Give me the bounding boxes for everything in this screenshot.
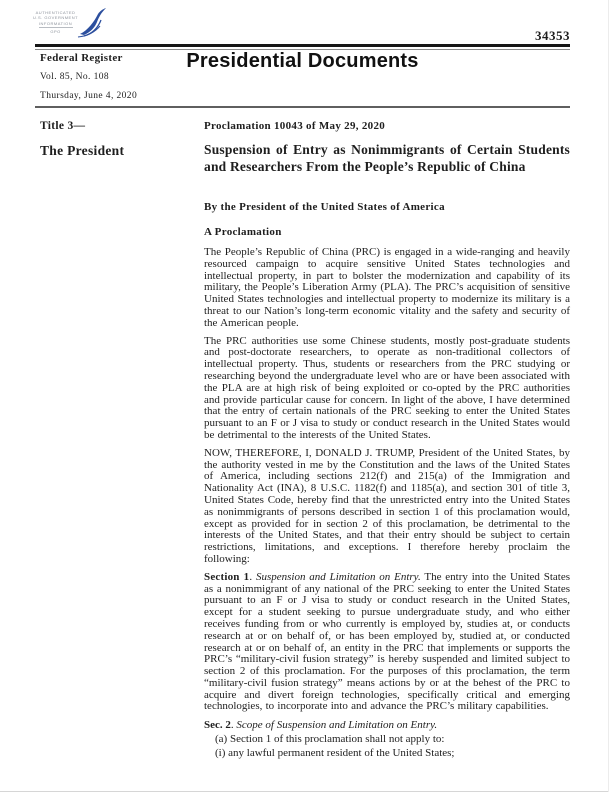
proclamation-number-line: Proclamation 10043 of May 29, 2020 bbox=[204, 120, 386, 132]
document-content bbox=[35, 120, 570, 760]
section-2-label: Sec. 2 bbox=[204, 719, 231, 732]
clause-i: (i) any lawful permanent resident of the United States; bbox=[215, 746, 455, 759]
gpo-logo-line: INFORMATION bbox=[38, 20, 73, 26]
clause-a: (a) Section 1 of this proclamation shall not apply to: bbox=[215, 733, 445, 746]
paragraph-2: The PRC authorities use some Chinese students, mostly post-graduate students and post-doctorate researchers, to operate as non-traditional collectors of intellectual property. Thus, students or researchers from the PRC studying or researching beyond the undergraduate level who are or have been associated with the PLA are at high risk of being exploited or co-opted by the PRC authorities and provide particular cause for concern. In light of the above, I have determined that the entry of certain nationals of the PRC seeking to enter the United States pursuant to an F or J visa to study or conduct research in the United States would be detrimental to the interests of the United States. bbox=[204, 334, 570, 441]
section-1-text: The entry into the United States as a nonimmigrant of any national of the PRC seeking to enter the United States pursuant to an F or J visa to study or conduct research in the United States, except for a student seeking to pursue undergraduate study, and who either receives funding from or who currently is employed by, studies at, or conducts research at or on behalf of, or has been employed by, studied at, or conducted research at or on behalf of, an entity in the PRC that implements or supports the PRC’s “military-civil fusion strategy” is hereby suspended and limited subject to section 2 of this proclamation. For the purposes of this proclamation, the term “military-civil fusion strategy” means actions by or at the behest of the PRC to acquire and divert foreign technologies, specifically critical and emerging technologies, to incorporate into and advance the PRC’s military capabilities. bbox=[204, 570, 570, 713]
gpo-authentication-logo bbox=[33, 10, 108, 40]
gpo-logo-line: AUTHENTICATED bbox=[35, 10, 76, 15]
president-label: The President bbox=[40, 143, 125, 158]
proclamation-title: Suspension of Entry as Nonimmigrants of Certain Students and Researchers From the People’s Republic of China bbox=[204, 142, 570, 174]
paragraph-1: The People’s Republic of China (PRC) is engaged in a wide-ranging and heavily resourced campaign to acquire sensitive United States technologies and intellectual property, in part to bolster the modernization and capability of its military, the People’s Liberation Army (PLA). The PRC’s acquisition of sensitive United States technologies and intellectual property to modernize its military is a threat to our Nation’s long-term economic vitality and the safety and security of the American people. bbox=[204, 246, 570, 329]
proclamation-body bbox=[204, 120, 570, 760]
section-2-name: Scope of Suspension and Limitation on Entry. bbox=[236, 719, 438, 732]
gpo-logo-line: GPO bbox=[50, 29, 61, 35]
gpo-eagle-icon bbox=[74, 8, 108, 40]
a-proclamation-heading: A Proclamation bbox=[204, 226, 282, 238]
section-1-separator: . bbox=[249, 570, 256, 583]
masthead bbox=[35, 50, 570, 102]
section-1-paragraph bbox=[204, 572, 570, 714]
section-1-label: Section 1 bbox=[204, 570, 250, 583]
rule-thick bbox=[35, 44, 570, 47]
title3-label: Title 3— bbox=[40, 120, 86, 132]
page-number: 34353 bbox=[535, 28, 570, 43]
gpo-logo-divider bbox=[39, 27, 73, 28]
section-title: Presidential Documents bbox=[186, 50, 419, 72]
issue-date: Thursday, June 4, 2020 bbox=[40, 91, 138, 101]
byline: By the President of the United States of America bbox=[204, 201, 445, 213]
margin-column bbox=[35, 120, 204, 760]
federal-register-brand: Federal Register bbox=[40, 52, 123, 64]
gpo-logo-line: U.S. GOVERNMENT bbox=[33, 15, 79, 21]
section-2-separator: . bbox=[230, 719, 237, 732]
section-2-line bbox=[204, 720, 570, 732]
section-1-name: Suspension and Limitation on Entry. bbox=[255, 570, 421, 583]
masthead-rule bbox=[35, 106, 570, 108]
volume-number: Vol. 85, No. 108 bbox=[40, 72, 110, 82]
paragraph-3: NOW, THEREFORE, I, DONALD J. TRUMP, President of the United States, by the authority vested in me by the Constitution and the laws of the United States of America, including sections 212(f) and 215(a) of the Immigration and Nationality Act (INA), 8 U.S.C. 1182(f) and 1185(a), and section 301 of title 3, United States Code, hereby find that the unrestricted entry into the United States as nonimmigrants of persons described in section 1 of this proclamation would, except as provided for in section 2 of this proclamation, be detrimental to the interests of the United States, and that their entry should be subject to certain restrictions, limitations, and exceptions. I therefore hereby proclaim the following: bbox=[204, 446, 570, 565]
gpo-logo-text bbox=[33, 10, 78, 35]
